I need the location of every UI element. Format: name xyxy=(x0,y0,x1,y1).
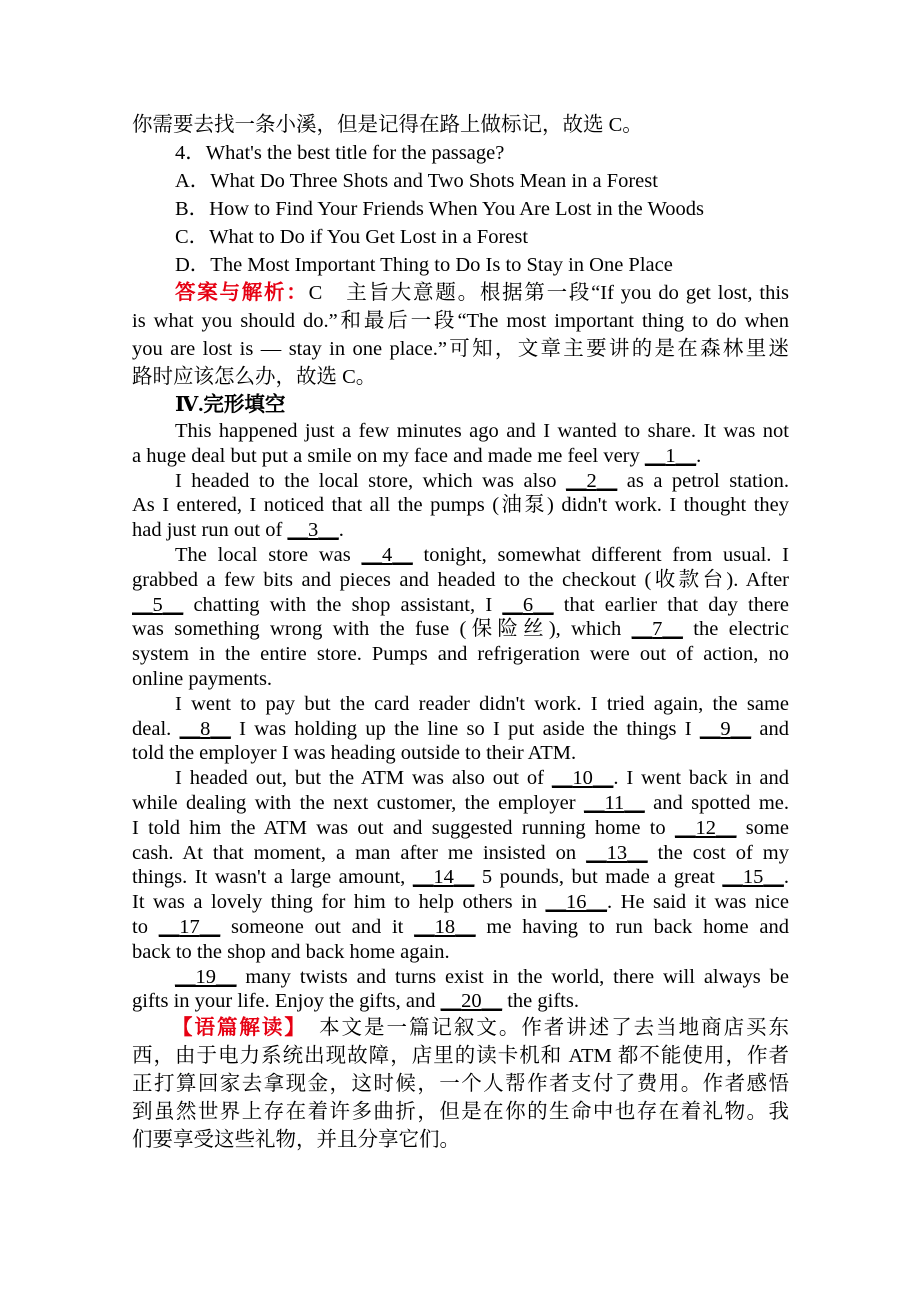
p5-line-5: things. It wasn't a large amount, __14__ 5 pounds, but made a great __15__. xyxy=(132,866,789,889)
q4-answer-line-2: is what you should do.”和最后一段“The most important thing to do when xyxy=(132,310,789,332)
p5-line-1: I headed out, but the ATM was also out of __10__. I went back in and xyxy=(175,767,789,790)
q4-answer-line-3: you are lost is — stay in one place.”可知，文章主要讲的是在森林里迷 xyxy=(132,338,789,360)
analysis-line-4: 到虽然世界上存在着许多曲折，但是在你的生命中也存在着礼物。我 xyxy=(132,1101,789,1124)
p4-line-2: deal. __8__ I was holding up the line so I put aside the things I __9__ and xyxy=(132,717,789,740)
p3-line-4: was something wrong with the fuse (保险丝), which __7__ the electric xyxy=(132,618,789,641)
q4-option-d: D．The Most Important Thing to Do Is to Stay in One Place xyxy=(175,254,673,276)
blank-18: __18__ xyxy=(414,915,476,938)
p5-line-4: cash. At that moment, a man after me insisted on __13__ the cost of my xyxy=(132,841,789,864)
p3-line-1: The local store was __4__ tonight, somewhat different from usual. I xyxy=(175,543,789,566)
blank-6: __6__ xyxy=(502,593,554,616)
p3-line-3: __5__ chatting with the shop assistant, I __6__ that earlier that day there xyxy=(132,593,789,616)
p5-line-2: while dealing with the next customer, the employer __11__ and spotted me. xyxy=(132,791,789,814)
analysis-line-3: 正打算回家去拿现金，这时候，一个人帮作者支付了费用。作者感悟 xyxy=(132,1073,789,1096)
q4-option-b: B．How to Find Your Friends When You Are Lost in the Woods xyxy=(175,198,704,220)
analysis-line-2: 西，由于电力系统出现故障，店里的读卡机和 ATM 都不能使用，作者 xyxy=(132,1045,789,1068)
p5-line-8: back to the shop and back home again. xyxy=(132,940,450,963)
analysis-line-5: 们要享受这些礼物，并且分享它们。 xyxy=(132,1129,460,1152)
section-title-cloze: Ⅳ.完形填空 xyxy=(175,394,286,416)
q4-answer-line-1: 答案与解析：C 主旨大意题。根据第一段“If you do get lost, this xyxy=(175,282,789,304)
p1-line-1: This happened just a few minutes ago and I wanted to share. It was not xyxy=(175,420,789,442)
q4-answer-line-4: 路时应该怎么办，故选 C。 xyxy=(132,366,377,388)
p5-line-3: I told him the ATM was out and suggested running home to __12__ some xyxy=(132,816,789,839)
p3-line-5: system in the entire store. Pumps and refrigeration were out of action, no xyxy=(132,643,789,666)
blank-14: __14__ xyxy=(412,866,475,889)
p2-line-1: I headed to the local store, which was also __2__ as a petrol station. xyxy=(175,469,789,492)
blank-8: __8__ xyxy=(179,717,231,740)
blank-7: __7__ xyxy=(631,618,683,641)
blank-1: __1__ xyxy=(644,444,697,467)
p5-line-6: It was a lovely thing for him to help others in __16__. He said it was nice xyxy=(132,891,789,914)
blank-3: __3__ xyxy=(287,519,339,542)
p6-line-1: __19__ many twists and turns exist in the world, there will always be xyxy=(175,965,789,988)
p2-line-3: had just run out of __3__. xyxy=(132,519,344,542)
document-page xyxy=(132,111,789,1154)
q4-stem: 4．What's the best title for the passage? xyxy=(175,142,505,164)
blank-2: __2__ xyxy=(566,469,618,492)
blank-13: __13__ xyxy=(586,841,648,864)
blank-11: __11__ xyxy=(583,791,645,814)
blank-12: __12__ xyxy=(674,816,737,839)
blank-10: __10__ xyxy=(551,767,614,790)
blank-15: __15__ xyxy=(722,866,784,889)
blank-5: __5__ xyxy=(132,593,184,616)
cloze-passage xyxy=(132,419,789,1014)
blank-4: __4__ xyxy=(361,543,413,566)
p5-line-7: to __17__ someone out and it __18__ me having to run back home and xyxy=(132,915,789,938)
p4-line-3: told the employer I was heading outside to their ATM. xyxy=(132,742,577,765)
p2-line-2: As I entered, I noticed that all the pumps (油泵) didn't work. I thought they xyxy=(132,494,789,517)
q4-option-a: A．What Do Three Shots and Two Shots Mean in a Forest xyxy=(175,170,658,192)
p6-line-2: gifts in your life. Enjoy the gifts, and __20__ the gifts. xyxy=(132,990,579,1013)
blank-20: __20__ xyxy=(440,990,503,1013)
p3-line-2: grabbed a few bits and pieces and headed to the checkout (收款台). After xyxy=(132,568,789,591)
analysis-label: 【语篇解读】 xyxy=(172,1017,297,1040)
q4-option-c: C．What to Do if You Get Lost in a Forest xyxy=(175,226,529,248)
answer-label: 答案与解析： xyxy=(175,282,309,304)
blank-17: __17__ xyxy=(158,915,221,938)
p4-line-1: I went to pay but the card reader didn't work. I tried again, the same xyxy=(175,692,789,715)
q3-explanation-tail: 你需要去找一条小溪，但是记得在路上做标记，故选 C。 xyxy=(132,114,643,136)
blank-9: __9__ xyxy=(699,717,752,740)
analysis-line-1: 【语篇解读】 本文是一篇记叙文。作者讲述了去当地商店买东 xyxy=(172,1017,789,1040)
blank-19: __19__ xyxy=(175,965,237,988)
p3-line-6: online payments. xyxy=(132,667,273,690)
blank-16: __16__ xyxy=(545,891,608,914)
p1-line-2: a huge deal but put a smile on my face and made me feel very __1__. xyxy=(132,444,702,467)
